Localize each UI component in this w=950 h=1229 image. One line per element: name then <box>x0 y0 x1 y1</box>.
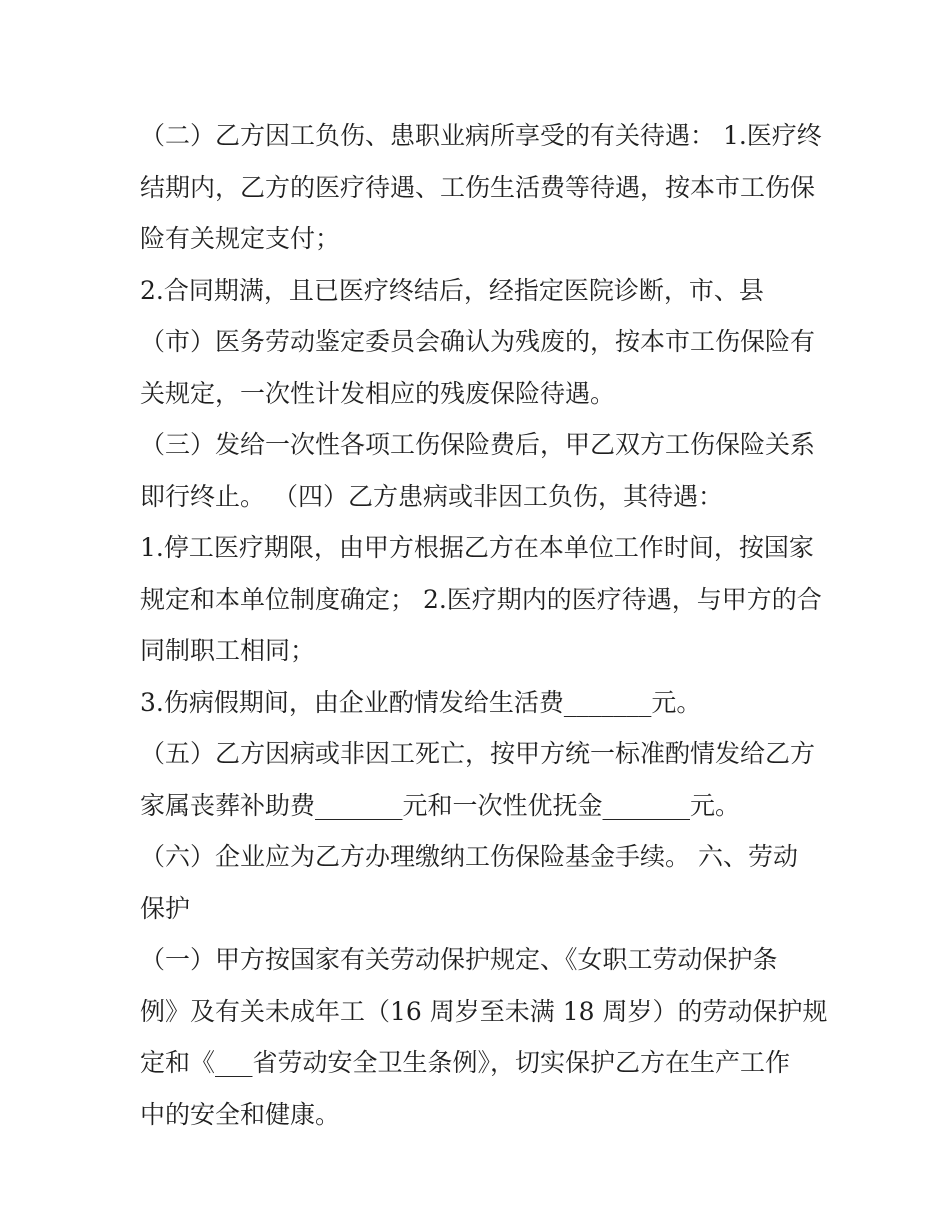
document-body <box>140 110 828 1140</box>
text-line: 3.伤病假期间，由企业酌情发给生活费_______元。 <box>140 687 702 717</box>
text-line: （五）乙方因病或非因工死亡，按甲方统一标准酌情发给乙方 <box>140 739 816 768</box>
text-line: 同制职工相同； <box>140 636 316 665</box>
text-line: 结期内，乙方的医疗待遇、工伤生活费等待遇，按本市工伤保 <box>140 172 816 202</box>
text-line: 中的安全和健康。 <box>140 1099 341 1129</box>
text-line: 即行终止。 （四）乙方患病或非因工负伤，其待遇： <box>140 481 723 511</box>
text-line: 1.停工医疗期限，由甲方根据乙方在本单位工作时间，按国家 <box>140 533 814 562</box>
text-line: （一）甲方按国家有关劳动保护规定、《女职工劳动保护条 <box>140 945 778 974</box>
text-line: 定和《___省劳动安全卫生条例》，切实保护乙方在生产工作 <box>140 1048 791 1077</box>
text-line: 2.合同期满，且已医疗终结后，经指定医院诊断，市、县 <box>140 275 764 305</box>
text-line: （市）医务劳动鉴定委员会确认为残废的，按本市工伤保险有 <box>140 327 816 356</box>
text-line: （六）企业应为乙方办理缴纳工伤保险基金手续。 六、劳动 <box>140 842 798 871</box>
text-line: 险有关规定支付； <box>140 224 341 253</box>
text-line: 例》及有关未成年工（16 周岁至未满 18 周岁）的劳动保护规 <box>140 996 828 1026</box>
text-line: 保护 <box>140 893 191 923</box>
text-line: 规定和本单位制度确定； 2.医疗期内的医疗待遇，与甲方的合 <box>140 584 822 614</box>
text-line: （三）发给一次性各项工伤保险费后，甲乙双方工伤保险关系 <box>140 430 816 459</box>
text-line: 关规定，一次性计发相应的残废保险待遇。 <box>140 378 616 408</box>
text-line: 家属丧葬补助费_______元和一次性优抚金_______元。 <box>140 790 741 820</box>
text-line: （二）乙方因工负伤、患职业病所享受的有关待遇： 1.医疗终 <box>140 121 822 150</box>
